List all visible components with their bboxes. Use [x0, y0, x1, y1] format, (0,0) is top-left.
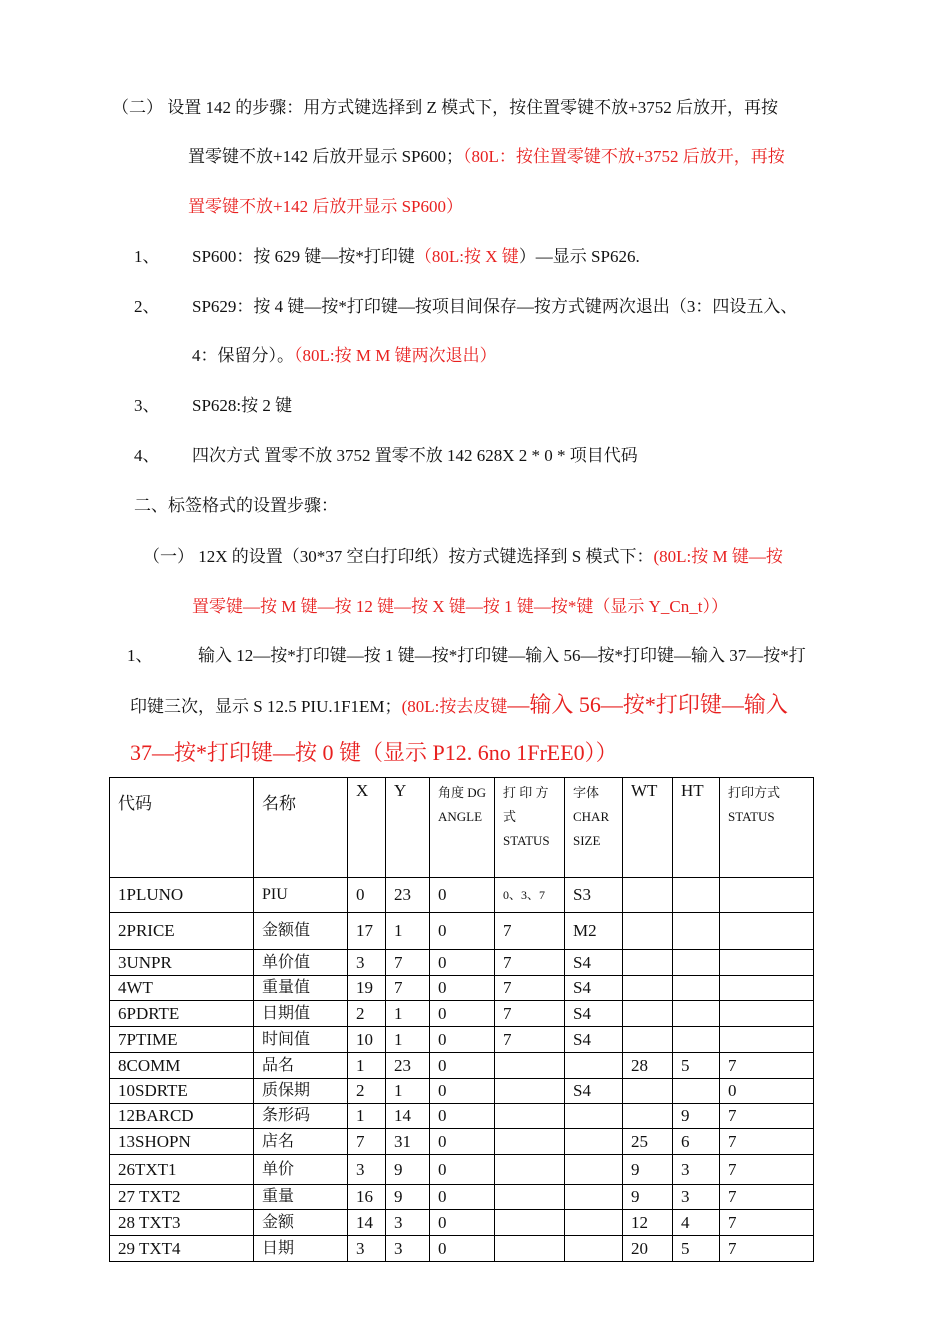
text-black: 4：保留分）。	[192, 346, 294, 365]
table-cell: 7	[495, 950, 565, 976]
table-row	[110, 976, 814, 1001]
table-cell: 1	[348, 1104, 386, 1129]
table-cell	[495, 1129, 565, 1155]
table-cell	[673, 1079, 720, 1104]
table-cell: 19	[348, 976, 386, 1001]
table-cell: 0	[430, 913, 495, 950]
table-cell: 6	[673, 1129, 720, 1155]
table-cell	[623, 950, 673, 976]
table-cell	[495, 1236, 565, 1262]
text-black: 印键三次，显示 S 12.5 PIU.1F1EM；	[130, 697, 402, 716]
table-cell: 条形码	[254, 1104, 348, 1129]
table-cell: 14	[348, 1210, 386, 1236]
table-cell: 7	[386, 976, 430, 1001]
table-row	[110, 1027, 814, 1053]
table-cell	[495, 1079, 565, 1104]
table-cell: 10	[348, 1027, 386, 1053]
section-heading-label-format: 二、标签格式的设置步骤：	[134, 496, 338, 515]
table-cell: 7	[720, 1155, 814, 1185]
table-cell: 8COMM	[110, 1053, 254, 1079]
table-cell	[565, 1129, 623, 1155]
table-cell	[673, 913, 720, 950]
table-cell: 重量	[254, 1185, 348, 1210]
table-cell: 20	[623, 1236, 673, 1262]
table-row	[110, 913, 814, 950]
table-cell: 26TXT1	[110, 1155, 254, 1185]
step-4-number: 4、	[134, 446, 160, 465]
table-row	[110, 950, 814, 976]
table-cell: 13SHOPN	[110, 1129, 254, 1155]
table-cell: 14	[386, 1104, 430, 1129]
header-x: X	[348, 778, 386, 878]
table-cell: 9	[386, 1185, 430, 1210]
table-cell: 金额	[254, 1210, 348, 1236]
table-cell: 7	[720, 1236, 814, 1262]
para-set-142-line3: 置零键不放+142 后放开显示 SP600）	[188, 197, 463, 216]
table-cell: 28 TXT3	[110, 1210, 254, 1236]
text-red-note: （80L：按住置零键不放+3752 后放开，再按	[463, 147, 785, 166]
header-print-mode: 打印方式 STATUS	[720, 778, 814, 878]
table-cell	[720, 1001, 814, 1027]
table-cell: 17	[348, 913, 386, 950]
table-row	[110, 1104, 814, 1129]
table-cell	[720, 913, 814, 950]
table-cell: 质保期	[254, 1079, 348, 1104]
header-print-status: 打 印 方 式 STATUS	[495, 778, 565, 878]
table-cell: M2	[565, 913, 623, 950]
text-black: ）—显示 SP626.	[518, 247, 640, 266]
step-2-number: 2、	[134, 297, 160, 316]
table-cell: 0	[430, 1185, 495, 1210]
table-cell	[673, 950, 720, 976]
table-cell: 3	[386, 1210, 430, 1236]
table-cell	[565, 1236, 623, 1262]
table-cell: 7	[495, 1001, 565, 1027]
table-cell: 0	[720, 1079, 814, 1104]
step-4: 四次方式 置零不放 3752 置零不放 142 628X 2 * 0 * 项目代码	[192, 446, 638, 465]
table-cell: 28	[623, 1053, 673, 1079]
table-cell: 7PTIME	[110, 1027, 254, 1053]
table-cell: 0	[430, 1155, 495, 1185]
table-cell: 27 TXT2	[110, 1185, 254, 1210]
table-cell	[673, 878, 720, 913]
step-2-line2	[192, 345, 497, 367]
table-cell	[623, 1079, 673, 1104]
table-cell: PIU	[254, 878, 348, 913]
table-cell: 6PDRTE	[110, 1001, 254, 1027]
table-cell: 1	[386, 1001, 430, 1027]
para-set-142-line1: （二） 设置 142 的步骤：用方式键选择到 Z 模式下，按住置零键不放+3752 后放开，再按	[112, 98, 778, 117]
step-3: SP628:按 2 键	[192, 396, 293, 415]
table-cell: 单价值	[254, 950, 348, 976]
table-cell: 1	[386, 1079, 430, 1104]
table-cell: 12BARCD	[110, 1104, 254, 1129]
text-red-note: （80L:按 M M 键两次退出）	[294, 346, 497, 365]
table-cell: 重量值	[254, 976, 348, 1001]
input-step-number: 1、	[127, 646, 153, 665]
table-cell	[565, 1155, 623, 1185]
table-cell	[673, 1001, 720, 1027]
text-black: （一） 12X 的设置（30*37 空白打印纸）按方式键选择到 S 模式下：	[143, 547, 654, 566]
table-cell: 0	[430, 1001, 495, 1027]
text-red-note: (80L:按 M 键—按	[653, 547, 783, 566]
table-cell: 7	[495, 913, 565, 950]
table-cell: 9	[673, 1104, 720, 1129]
text-black: SP600：按 629 键—按*打印键	[192, 247, 415, 266]
step-1-number: 1、	[134, 247, 160, 266]
header-char-size: 字体 CHAR SIZE	[565, 778, 623, 878]
table-cell: 7	[495, 976, 565, 1001]
table-cell: 7	[720, 1129, 814, 1155]
table-cell: 1	[348, 1053, 386, 1079]
table-cell	[495, 1185, 565, 1210]
sub-12x-line1	[143, 546, 783, 568]
table-cell: 9	[623, 1155, 673, 1185]
table-cell	[720, 976, 814, 1001]
table-cell: 0	[430, 1236, 495, 1262]
table-cell	[495, 1104, 565, 1129]
table-cell: 7	[720, 1104, 814, 1129]
table-cell: 2PRICE	[110, 913, 254, 950]
table-cell	[720, 950, 814, 976]
table-cell: 3UNPR	[110, 950, 254, 976]
header-ht: HT	[673, 778, 720, 878]
table-cell: 日期值	[254, 1001, 348, 1027]
table-cell	[673, 976, 720, 1001]
table-cell: S4	[565, 1079, 623, 1104]
table-cell	[565, 1053, 623, 1079]
text-red-note-large: —输入 56—按*打印键—输入	[507, 692, 788, 717]
table-row	[110, 1053, 814, 1079]
table-cell: 7	[386, 950, 430, 976]
step-2: SP629：按 4 键—按*打印键—按项目间保存—按方式键两次退出（3：四设五入、	[192, 297, 798, 316]
header-y: Y	[386, 778, 430, 878]
table-cell: 3	[348, 950, 386, 976]
table-cell: 0	[430, 1027, 495, 1053]
table-cell: 0	[430, 950, 495, 976]
table-cell	[623, 913, 673, 950]
table-cell: 5	[673, 1053, 720, 1079]
table-cell: 3	[673, 1155, 720, 1185]
table-cell: 0	[348, 878, 386, 913]
table-cell: 23	[386, 1053, 430, 1079]
table-cell: 0	[430, 878, 495, 913]
table-cell: 0、3、7	[495, 878, 565, 913]
table-cell: 12	[623, 1210, 673, 1236]
table-cell: 0	[430, 1079, 495, 1104]
table-cell: 25	[623, 1129, 673, 1155]
table-cell	[623, 976, 673, 1001]
table-cell: 0	[430, 1210, 495, 1236]
input-step-line2	[130, 694, 788, 718]
step-3-number: 3、	[134, 396, 160, 415]
table-cell: 4WT	[110, 976, 254, 1001]
header-code: 代码	[110, 778, 254, 878]
table-cell: 7	[720, 1185, 814, 1210]
table-cell: 1PLUNO	[110, 878, 254, 913]
table-cell	[623, 1027, 673, 1053]
text-red-note: （80L:按 X 键	[414, 247, 519, 266]
table-cell: 4	[673, 1210, 720, 1236]
sub-12x-line2: 置零键—按 M 键—按 12 键—按 X 键—按 1 键—按*键（显示 Y_Cn_t））	[192, 597, 728, 616]
table-cell	[673, 1027, 720, 1053]
table-cell	[720, 1027, 814, 1053]
table-cell: S4	[565, 1001, 623, 1027]
table-cell	[623, 1104, 673, 1129]
table-cell: 31	[386, 1129, 430, 1155]
input-step-line3: 37—按*打印键—按 0 键（显示 P12. 6no 1FrEE0））	[130, 740, 618, 765]
table-cell	[623, 1001, 673, 1027]
table-cell: 5	[673, 1236, 720, 1262]
text-red-note: (80L:按去皮键	[401, 697, 508, 716]
table-cell	[495, 1053, 565, 1079]
table-row	[110, 1129, 814, 1155]
table-cell: 29 TXT4	[110, 1236, 254, 1262]
table-cell: 1	[386, 913, 430, 950]
table-row	[110, 1079, 814, 1104]
table-row	[110, 1185, 814, 1210]
text-black: 置零键不放+142 后放开显示 SP600；	[188, 147, 463, 166]
table-cell: 9	[623, 1185, 673, 1210]
table-cell: 9	[386, 1155, 430, 1185]
table-cell: 3	[348, 1155, 386, 1185]
table-cell	[565, 1185, 623, 1210]
table-cell	[623, 878, 673, 913]
header-name: 名称	[254, 778, 348, 878]
table-cell: 0	[430, 1053, 495, 1079]
table-cell: 0	[430, 976, 495, 1001]
table-cell: 3	[348, 1236, 386, 1262]
step-1	[192, 246, 640, 268]
table-cell: S3	[565, 878, 623, 913]
table-cell: 7	[720, 1210, 814, 1236]
table-cell	[495, 1210, 565, 1236]
table-cell: S4	[565, 976, 623, 1001]
table-cell: 单价	[254, 1155, 348, 1185]
label-format-table	[109, 777, 814, 1262]
table-cell: 1	[386, 1027, 430, 1053]
table-row	[110, 878, 814, 913]
table-cell: 2	[348, 1001, 386, 1027]
table-cell: 0	[430, 1129, 495, 1155]
table-cell: 10SDRTE	[110, 1079, 254, 1104]
table-cell: 3	[673, 1185, 720, 1210]
table-cell: 7	[495, 1027, 565, 1053]
para-set-142-line2	[188, 146, 785, 168]
table-cell: 日期	[254, 1236, 348, 1262]
table-cell: 16	[348, 1185, 386, 1210]
table-cell: 时间值	[254, 1027, 348, 1053]
table-cell: S4	[565, 950, 623, 976]
header-angle: 角度 DG ANGLE	[430, 778, 495, 878]
table-row	[110, 1155, 814, 1185]
table-row	[110, 1210, 814, 1236]
table-cell: 金额值	[254, 913, 348, 950]
table-cell: 7	[720, 1053, 814, 1079]
table-row	[110, 1001, 814, 1027]
table-cell	[565, 1104, 623, 1129]
table-cell: 3	[386, 1236, 430, 1262]
table-cell	[565, 1210, 623, 1236]
table-cell: 0	[430, 1104, 495, 1129]
table-cell: 店名	[254, 1129, 348, 1155]
table-row	[110, 1236, 814, 1262]
table-cell: S4	[565, 1027, 623, 1053]
table-header-row	[110, 778, 814, 878]
table-cell: 23	[386, 878, 430, 913]
table-cell: 7	[348, 1129, 386, 1155]
table-cell	[720, 878, 814, 913]
table-cell: 品名	[254, 1053, 348, 1079]
table-cell: 2	[348, 1079, 386, 1104]
table-cell	[495, 1155, 565, 1185]
header-wt: WT	[623, 778, 673, 878]
input-step-line1: 输入 12—按*打印键—按 1 键—按*打印键—输入 56—按*打印键—输入 37—按*打	[198, 646, 806, 665]
